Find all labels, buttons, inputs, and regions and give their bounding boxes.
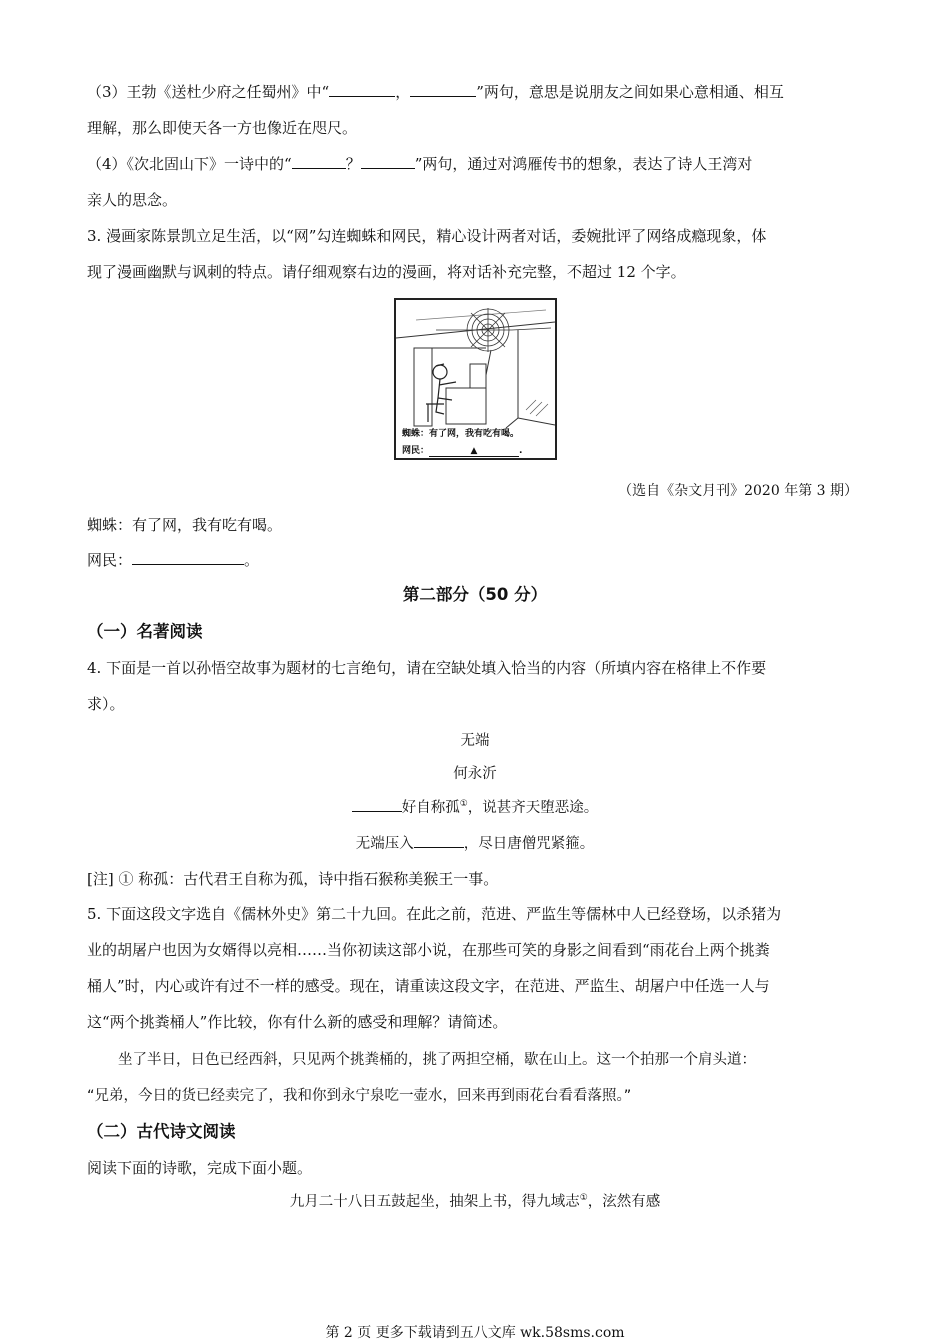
- verse2-blank: [414, 833, 464, 848]
- q4-note: [注] ① 称孤：古代君王自称为孤，诗中指石猴称美猴王一事。: [87, 870, 499, 888]
- q3-sub4-line2: 亲人的思念。: [87, 191, 178, 209]
- q5-line3: 桶人”时，内心或许有过不一样的感受。现在，请重读这段文字，在范进、严监生、胡屠户中任选一人与: [87, 977, 770, 995]
- cartoon-image: [394, 298, 557, 460]
- poem2-title: [0, 1192, 950, 1212]
- q3-sub3-line1: [87, 82, 784, 102]
- cartoon-spider-text: 蜘蛛：有了网，我有吃有喝。: [402, 429, 520, 439]
- q5-quote2: “兄弟，今日的货已经卖完了，我和你到永宁泉吃一壶水，回来再到雨花台看看落照。”: [87, 1088, 632, 1104]
- q3-sub3-line2: 理解，那么即使天各一方也像近在咫尺。: [87, 119, 358, 137]
- poem-verse1: [0, 797, 950, 818]
- poem-author: 何永沂: [453, 766, 497, 782]
- page-footer: 第 2 页 更多下载请到五八文库 wk.58sms.com: [325, 1325, 625, 1341]
- cartoon-blank: [429, 447, 519, 457]
- spider-web: [436, 308, 551, 352]
- q3-line1: 3. 漫画家陈景凯立足生活，以“网”勾连蜘蛛和网民，精心设计两者对话，委婉批评了网络成瘾现象，体: [87, 227, 767, 245]
- cartoon-source: （选自《杂文月刊》2020 年第 3 期）: [618, 483, 858, 499]
- dialogue-spider: 蜘蛛：有了网，我有吃有喝。: [87, 516, 283, 534]
- verse1-note: ①: [459, 799, 468, 810]
- q3-sub3-prefix: （3）王勃《送杜少府之任蜀州》中“: [87, 83, 330, 101]
- poem-verse2: [0, 833, 950, 854]
- q3-sub4-suffix: ”两句，通过对鸿雁传书的想象，表达了诗人王湾对: [414, 155, 753, 173]
- q3-sub4-line1: [87, 154, 752, 174]
- answer-blank: [132, 550, 244, 565]
- part2-title: 第二部分（50 分）: [402, 585, 548, 604]
- q3-sub4-prefix: （4）《次北固山下》一诗中的“: [87, 155, 292, 173]
- poem2-title-b: ，泫然有感: [587, 1194, 661, 1210]
- verse1-text: 好自称孤: [401, 800, 460, 816]
- poem2-title-a: 九月二十八日五鼓起坐，抽架上书，得九域志: [289, 1194, 580, 1210]
- blank-2: [410, 82, 476, 97]
- blank-4: [361, 154, 415, 169]
- verse1-blank: [352, 797, 402, 812]
- q5-line2: 业的胡屠户也因为女婿得以亮相……当你初读这部小说，在那些可笑的身影之间看到“雨花台上两个挑粪: [87, 941, 770, 959]
- cartoon-netizen-label: 网民：: [402, 446, 430, 456]
- dialogue-netizen: [87, 550, 259, 570]
- cartoon-triangle: ▲: [470, 446, 478, 456]
- reading-intro: 阅读下面的诗歌，完成下面小题。: [87, 1159, 313, 1177]
- cartoon-netizen-line: 网民： ▲ .: [402, 446, 523, 456]
- blank-3: [292, 154, 346, 169]
- q3-sub3-suffix: ”两句，意思是说朋友之间如果心意相通、相互: [476, 83, 784, 101]
- blank-1: [329, 82, 395, 97]
- q3-line2: 现了漫画幽默与讽刺的特点。请仔细观察右边的漫画，将对话补充完整，不超过 12 个字。: [87, 263, 686, 281]
- poem2-title-note: ①: [579, 1193, 588, 1204]
- q4-line2: 求）。: [87, 695, 125, 713]
- dialogue-netizen-prefix: 网民：: [87, 551, 133, 569]
- verse2-prefix: 无端压入: [355, 836, 414, 852]
- verse1-end: ，说甚齐天堕恶途。: [467, 800, 599, 816]
- section1-title: （一）名著阅读: [87, 622, 203, 641]
- q5-line1: 5. 下面这段文字选自《儒林外史》第二十九回。在此之前，范进、严监生等儒林中人已经登场，以杀猪为: [87, 905, 782, 923]
- q4-line1: 4. 下面是一首以孙悟空故事为题材的七言绝句，请在空缺处填入恰当的内容（所填内容在格律上不作要: [87, 659, 767, 677]
- q3-sub3-mid: ，: [395, 83, 411, 101]
- dialogue-netizen-suffix: 。: [244, 551, 260, 569]
- q3-sub4-mid: ？: [345, 155, 361, 173]
- verse2-suffix: ，尽日唐僧咒紧箍。: [463, 836, 595, 852]
- q5-line4: 这“两个挑粪桶人”作比较，你有什么新的感受和理解？请简述。: [87, 1013, 508, 1031]
- netizen-figure: [426, 364, 456, 422]
- section2-title: （二）古代诗文阅读: [87, 1122, 236, 1141]
- poem-title: 无端: [460, 733, 490, 749]
- q5-quote1: 坐了半日，日色已经西斜，只见两个挑粪桶的，挑了两担空桶，歇在山上。这一个拍那一个肩头道：: [118, 1052, 756, 1068]
